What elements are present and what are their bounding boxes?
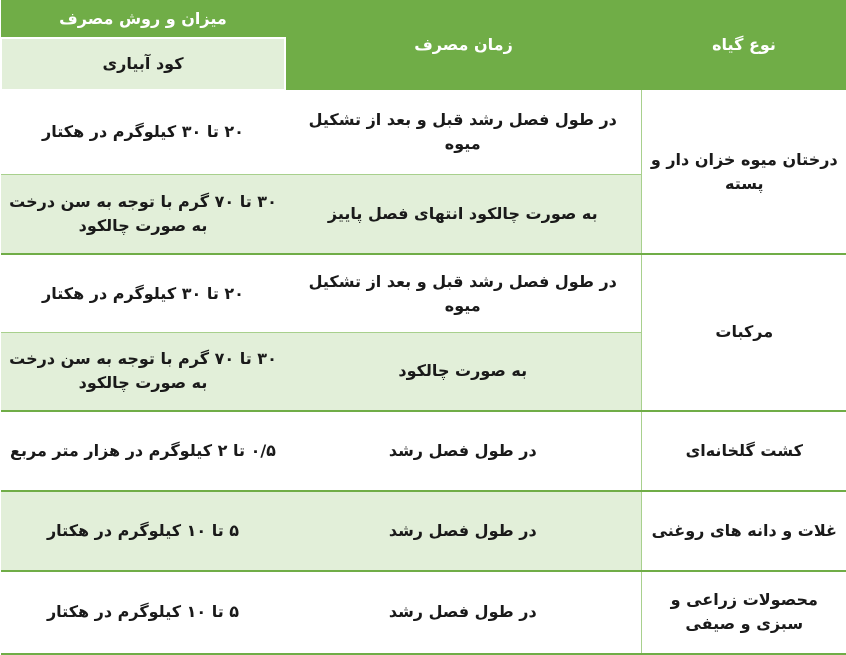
usage-time-cell: در طول فصل رشد — [285, 411, 641, 491]
header-amount-method: میزان و روش مصرف — [1, 0, 285, 38]
amount-cell: ۲۰ تا ۳۰ کیلوگرم در هکتار — [1, 90, 285, 174]
header-plant-type: نوع گیاه — [641, 0, 846, 90]
plant-type-cell: کشت گلخانه‌ای — [641, 411, 846, 491]
plant-type-cell: درختان میوه خزان دار و پسته — [641, 90, 846, 254]
amount-cell: ۲۰ تا ۳۰ کیلوگرم در هکتار — [1, 254, 285, 332]
table-row — [1, 254, 846, 332]
usage-time-cell: در طول فصل رشد قبل و بعد از تشکیل میوه — [285, 254, 641, 332]
usage-time-cell: در طول فصل رشد — [285, 491, 641, 571]
header-usage-time: زمان مصرف — [285, 0, 641, 90]
usage-time-cell: به صورت چالکود — [285, 332, 641, 410]
amount-cell: ۵ تا ۱۰ کیلوگرم در هکتار — [1, 491, 285, 571]
usage-time-cell: در طول فصل رشد — [285, 571, 641, 654]
usage-time-cell: به صورت چالکود انتهای فصل پاییز — [285, 174, 641, 254]
amount-cell: ۳۰ تا ۷۰ گرم با توجه به سن درخت به صورت چالکود — [1, 174, 285, 254]
plant-type-cell: غلات و دانه های روغنی — [641, 491, 846, 571]
amount-cell: ۵ تا ۱۰ کیلوگرم در هکتار — [1, 571, 285, 654]
amount-cell: ۳۰ تا ۷۰ گرم با توجه به سن درخت به صورت چالکود — [1, 332, 285, 410]
usage-time-cell: در طول فصل رشد قبل و بعد از تشکیل میوه — [285, 90, 641, 174]
table-row — [1, 411, 846, 491]
plant-type-cell: محصولات زراعی و سبزی و صیفی — [641, 571, 846, 654]
plant-type-cell: مرکبات — [641, 254, 846, 410]
table-row — [1, 491, 846, 571]
header-fertilizer-subtitle: کود آبیاری — [1, 38, 285, 90]
amount-cell: ۰/۵ تا ۲ کیلوگرم در هزار متر مربع — [1, 411, 285, 491]
table-row — [1, 90, 846, 174]
table-row — [1, 571, 846, 654]
